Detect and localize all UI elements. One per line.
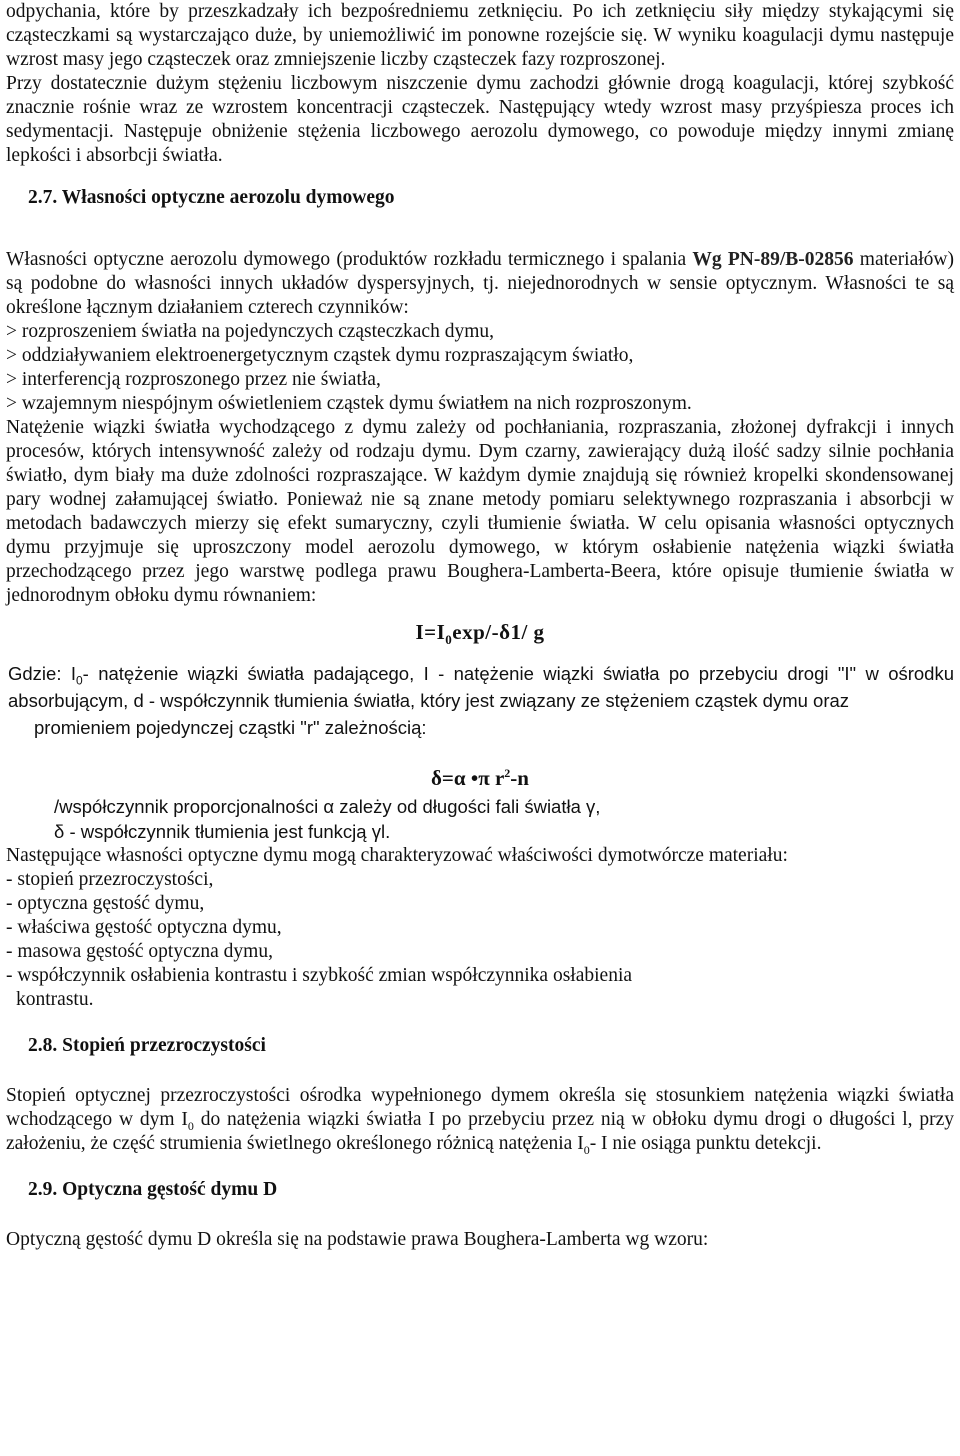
- document-page: [6, 0, 954, 1252]
- coefficient-note-alpha: /współczynnik proporcjonalności α zależy od długości fali światła γ,: [54, 796, 601, 817]
- factors-list: [6, 320, 954, 416]
- standard-code: Wg PN-89/B-02856: [692, 249, 854, 270]
- formula-beer-lambert: $I=I_0\exp/-\delta 1/$ g: [415, 620, 545, 648]
- section-heading-2-9: 2.9. Optyczna gęstość dymu D: [28, 1179, 278, 1200]
- properties-list: [6, 868, 954, 1012]
- list-item: - masowa gęstość optyczna dymu,: [6, 941, 273, 962]
- section-heading-2-7: 2.7. Własności optyczne aerozolu dymowego: [28, 187, 395, 208]
- paragraph-smoke-properties: Następujące własności optyczne dymu mogą charakteryzować właściwości dymotwórcze materiału:: [6, 845, 788, 866]
- formula-legend-radius: promieniem pojedynczej cząstki "r" zależnością:: [34, 717, 427, 738]
- list-item: - stopień przezroczystości,: [6, 869, 214, 890]
- paragraph-optical-properties: Własności optyczne aerozolu dymowego (produktów rozkładu termicznego i spalania Wg PN-89/B-02856 materiałów) są podobne do własności innych układów dyspersyjnych, tj. niejednorodnych w sensie optycznym. Własności te są określone łącznym działaniem czterech czynników:: [6, 249, 955, 318]
- list-item: - właściwa gęstość optyczna dymu,: [6, 917, 282, 938]
- coefficient-note-delta: δ - współczynnik tłumienia jest funkcją γl.: [54, 821, 391, 842]
- list-item: > oddziaływaniem elektroenergetycznym cząstek dymu rozpraszającym światło,: [6, 345, 634, 366]
- paragraph-concentration: Przy dostatecznie dużym stężeniu liczbowym niszczenie dymu zachodzi głównie drogą koagulacji, której szybkość znacznie rośnie wraz ze wzrostem koncentracji cząsteczek. Następujący wtedy wzrost masy przyśpiesza proces ich sedymentacji. Następuje obniżenie stężenia liczbowego aerozolu dymowego, co powoduje między innymi zmianę lepkości i absorbcji światła.: [6, 73, 954, 166]
- section-heading-2-8: 2.8. Stopień przezroczystości: [28, 1035, 266, 1056]
- list-item-continuation: kontrastu.: [16, 989, 94, 1010]
- list-item: - współczynnik osłabienia kontrastu i szybkość zmian współczynnika osłabienia: [6, 965, 633, 986]
- list-item: > rozproszeniem światła na pojedynczych cząsteczkach dymu,: [6, 321, 494, 342]
- list-item: > wzajemnym niespójnym oświetleniem cząstek dymu światłem na nich rozproszonym.: [6, 393, 692, 414]
- formula-legend: Gdzie: $I_0-$ natężenie wiązki światła padającego, I - natężenie wiązki światła po przebyciu drogi "I" w ośrodku absorbującym, d - współczynnik tłumienia światła, który jest związany ze stężeniem cząstek dymu oraz: [8, 663, 955, 711]
- paragraph-transparency: Stopień optycznej przezroczystości ośrodka wypełnionego dymem określa się stosunkiem natężenia wiązki światła wchodzącego w dym $I_0$ do natężenia wiązki światła I po przebyciu przez nią w obłoku dymu drogi o długości l, przy założeniu, że część strumienia świetlnego określonego różnicą natężenia $I_0-$ I nie osiąga punktu detekcji.: [6, 1085, 954, 1157]
- paragraph-optical-density: Optyczną gęstość dymu D określa się na podstawie prawa Boughera-Lamberta wg wzoru:: [6, 1229, 709, 1250]
- paragraph-coagulation: odpychania, które by przeszkadzały ich bezpośredniemu zetknięciu. Po ich zetknięciu siły między stykającymi się cząsteczkami są wystarczająco duże, by uniemożliwić im ponowne rozejście się. W wyniku koagulacji dymu następuje wzrost masy jego cząsteczek oraz zmniejszenie liczby cząsteczek fazy rozproszonej.: [6, 1, 954, 70]
- formula-attenuation: δ=α •π $r^2-n$: [431, 766, 529, 790]
- list-item: - optyczna gęstość dymu,: [6, 893, 205, 914]
- paragraph-light-intensity: Natężenie wiązki światła wychodzącego z dymu zależy od pochłaniania, rozpraszania, złożonej dyfrakcji i innych procesów, których intensywność zależy od rodzaju dymu. Dym czarny, zawierający dużą ilość sadzy silnie pochłania światło, dym biały ma duże zdolności rozpraszające. W każdym dymie znajdują się również kropelki skondensowanej pary wodnej załamującej światło. Ponieważ nie są znane metody pomiaru selektywnego rozpraszania i absorbcji w metodach badawczych mierzy się efekt sumaryczny, czyli tłumienie światła. W celu opisania własności optycznych dymu przyjmuje się uproszczony model aerozolu dymowego, w którym osłabienie natężenia wiązki światła przechodzącego przez jego warstwę podlega prawu Boughera-Lamberta-Beera, które opisuje tłumienie światła w jednorodnym obłoku dymu równaniem:: [6, 417, 954, 606]
- list-item: > interferencją rozproszonego przez nie światła,: [6, 369, 381, 390]
